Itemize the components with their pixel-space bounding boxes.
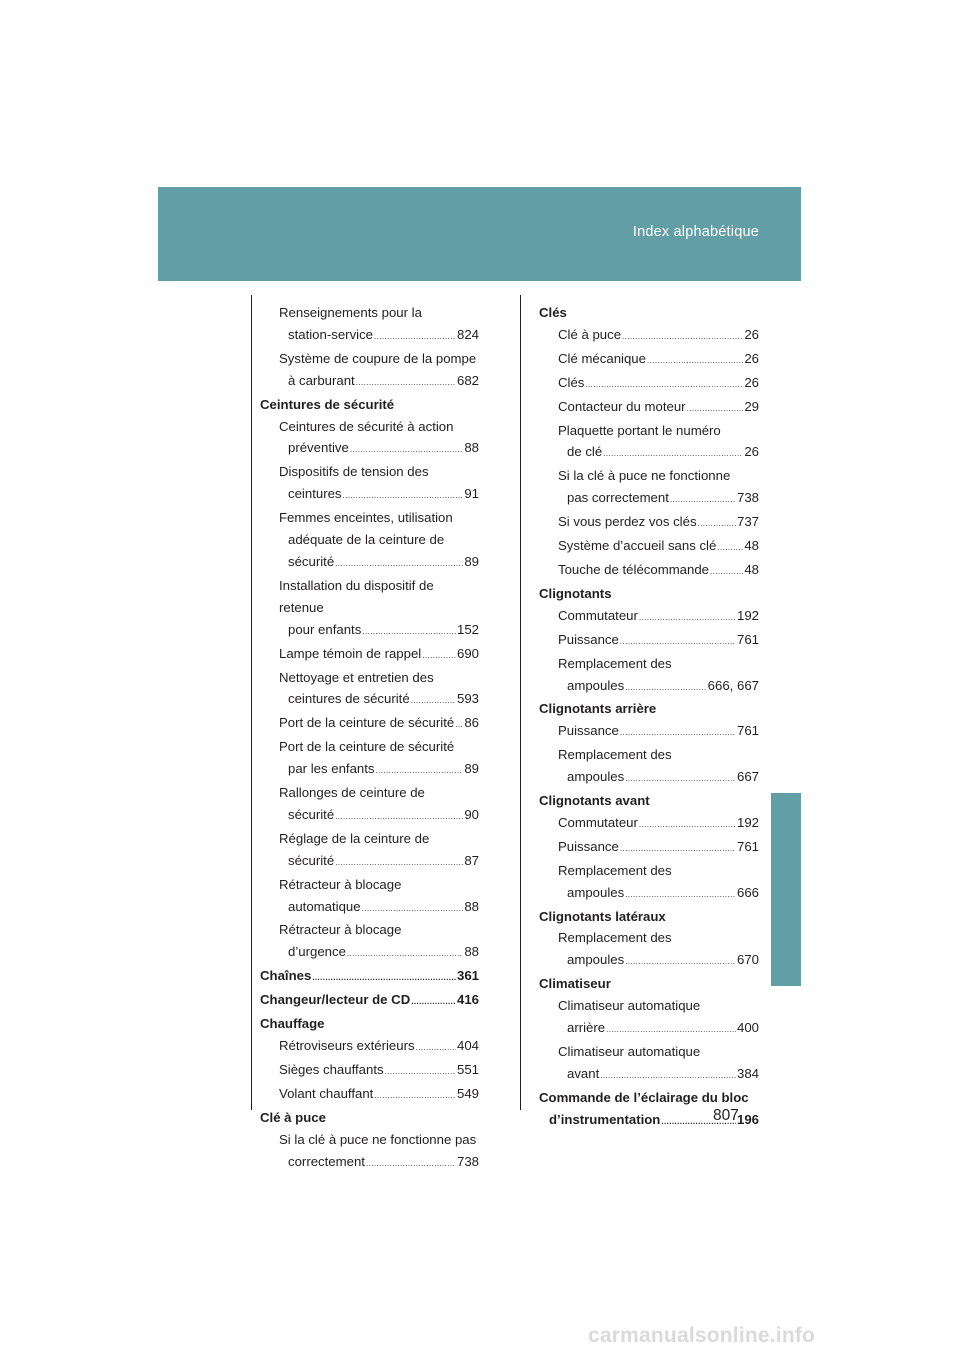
index-entry [539, 348, 759, 372]
index-entry [260, 529, 479, 551]
index-entry [539, 812, 759, 836]
index-entry [260, 324, 479, 348]
index-entry [260, 828, 479, 850]
index-entry-page: 551 [456, 1061, 479, 1077]
index-entry [260, 437, 479, 461]
dot-leader [639, 814, 736, 836]
index-entry-text: Clignotants arrière [539, 701, 657, 717]
dot-leader [374, 1085, 456, 1107]
index-entry [260, 370, 479, 394]
index-entry-text: Système d’accueil sans clé [558, 538, 717, 554]
index-entry-text: Lampe témoin de rappel [279, 645, 422, 661]
dot-leader [312, 967, 456, 989]
index-entry-text: par les enfants [288, 761, 375, 777]
index-entry-text: Puissance [558, 838, 619, 854]
index-entry-text: Renseignements pour la [279, 305, 422, 320]
index-entry-text: ampoules [567, 677, 625, 693]
index-entry [260, 874, 479, 896]
index-entry-text: Chauffage [260, 1016, 325, 1032]
column-divider-middle [520, 295, 521, 1110]
index-entry [260, 461, 479, 483]
index-entry [539, 420, 759, 442]
index-entry-text: ampoules [567, 884, 625, 900]
index-entry-text: Climatiseur automatique [558, 998, 701, 1014]
dot-leader [422, 645, 456, 667]
section-title: Index alphabétique [632, 224, 759, 240]
dot-leader [411, 690, 456, 712]
dot-leader [606, 1019, 736, 1041]
index-entry-text: Femmes enceintes, utilisation [279, 510, 453, 526]
index-entry-text: Clés [558, 374, 585, 390]
index-entry [539, 559, 759, 583]
index-entry-text: Clé à puce [260, 1109, 326, 1125]
column-divider-left [251, 295, 252, 1110]
dot-leader [687, 398, 744, 420]
index-entry-page: 192 [736, 814, 759, 830]
index-entry [260, 551, 479, 575]
index-entry [260, 688, 479, 712]
index-entry [260, 348, 479, 370]
index-entry-page: 90 [464, 806, 479, 822]
index-entry-text: ampoules [567, 769, 625, 785]
index-entry [539, 511, 759, 535]
index-entry [260, 416, 479, 438]
index-entry-text: Rétroviseurs extérieurs [279, 1038, 415, 1053]
dot-leader [620, 722, 736, 744]
index-entry-text: Puissance [558, 631, 619, 647]
index-entry-text: ceintures de sécurité [288, 691, 410, 707]
index-column-left [260, 302, 479, 1174]
dot-leader [374, 326, 456, 348]
index-entry [260, 575, 479, 619]
index-entry-text: Port de la ceinture de sécurité [279, 715, 455, 731]
dot-leader [362, 898, 464, 920]
index-entry-text: pas correctement [567, 490, 669, 506]
dot-leader [622, 326, 743, 348]
index-entry-text: Installation du dispositif de retenue [279, 577, 434, 615]
index-entry-text: Changeur/lecteur de CD [260, 992, 411, 1008]
index-entry [539, 629, 759, 653]
index-entry-text: Si vous perdez vos clés [558, 514, 697, 530]
index-entry-text: Rallonges de ceinture de [279, 785, 425, 801]
dot-leader [347, 943, 463, 965]
index-entry [539, 1041, 759, 1063]
dot-leader [385, 1061, 456, 1083]
index-entry-text: Plaquette portant le numéro [558, 422, 721, 438]
index-entry [260, 896, 479, 920]
index-entry-text: Clé mécanique [558, 350, 646, 366]
index-entry [539, 487, 759, 511]
index-entry [260, 1083, 479, 1107]
index-entry [260, 736, 479, 758]
index-entry [260, 850, 479, 874]
index-entry-page: 737 [736, 514, 759, 530]
dot-leader [455, 714, 463, 736]
index-entry-text: Puissance [558, 723, 619, 739]
index-entry [260, 712, 479, 736]
dot-leader [625, 768, 736, 790]
index-entry [539, 766, 759, 790]
index-entry-text: ceintures [288, 486, 342, 502]
index-entry-text: Si la clé à puce ne fonctionne [558, 468, 731, 484]
dot-leader [620, 838, 736, 860]
index-entry [260, 758, 479, 782]
dot-leader [710, 561, 743, 583]
index-entry [260, 804, 479, 828]
index-entry [260, 1129, 479, 1151]
index-entry-text: Touche de télécommande [558, 561, 710, 577]
index-entry [539, 720, 759, 744]
index-entry-page: 91 [464, 486, 479, 502]
index-entry-text: Commande de l’éclairage du bloc [539, 1089, 749, 1105]
index-entry-text: pour enfants [288, 621, 362, 637]
index-entry-text: Remplacement des [558, 747, 672, 763]
dot-leader [620, 631, 736, 653]
index-entry [539, 396, 759, 420]
index-entry [539, 465, 759, 487]
index-entry [539, 1017, 759, 1041]
index-entry [539, 675, 759, 699]
index-entry-page: 361 [456, 968, 479, 984]
index-entry-text: de clé [567, 444, 603, 460]
index-column-right [539, 302, 759, 1133]
index-entry-page: 26 [744, 374, 759, 390]
index-entry-text: sécurité [288, 852, 335, 868]
dot-leader [362, 621, 456, 643]
index-entry-page: 682 [456, 372, 479, 388]
index-entry-text: Volant chauffant [279, 1085, 374, 1101]
index-entry-text: Remplacement des [558, 862, 672, 878]
dot-leader [350, 439, 463, 461]
dot-leader [585, 374, 743, 396]
dot-leader [647, 350, 743, 372]
dot-leader [411, 991, 456, 1013]
index-entry-text: Climatiseur [539, 976, 611, 992]
index-entry-text: Contacteur du moteur [558, 398, 686, 414]
index-entry-page: 690 [456, 645, 479, 661]
index-entry [539, 1087, 759, 1109]
index-entry [260, 483, 479, 507]
index-entry-page: 666, 667 [707, 677, 759, 693]
index-entry-text: station-service [288, 326, 374, 342]
index-entry-page: 666 [736, 884, 759, 900]
dot-leader [416, 1037, 456, 1059]
index-entry-page: 88 [464, 898, 479, 914]
index-entry [539, 906, 759, 928]
index-entry [260, 619, 479, 643]
index-entry-page: 89 [464, 553, 479, 569]
index-entry-page: 824 [456, 326, 479, 342]
index-entry-text: Réglage de la ceinture de [279, 830, 430, 846]
index-entry-text: Clignotants [539, 585, 612, 601]
index-entry-page: 667 [736, 769, 759, 785]
index-entry-text: arrière [567, 1020, 606, 1036]
index-entry-page: 593 [456, 691, 479, 707]
index-entry-text: d’urgence [288, 944, 346, 960]
index-entry [260, 1035, 479, 1059]
index-entry-text: automatique [288, 898, 361, 914]
index-entry-text: Ceintures de sécurité à action [279, 418, 454, 434]
index-entry-text: Clés [539, 305, 567, 320]
index-entry-text: Climatiseur automatique [558, 1044, 701, 1059]
index-entry-page: 416 [456, 992, 479, 1008]
index-entry-page: 384 [736, 1065, 759, 1081]
index-entry-page: 89 [464, 761, 479, 777]
index-entry [260, 1013, 479, 1035]
index-entry-text: Rétracteur à blocage [279, 922, 402, 938]
dot-leader [625, 951, 736, 973]
index-entry [260, 965, 479, 989]
index-entry-text: préventive [288, 440, 349, 456]
index-entry-text: à carburant [288, 372, 355, 388]
index-entry-page: 87 [464, 852, 479, 868]
index-entry-page: 29 [744, 398, 759, 414]
index-entry [539, 927, 759, 949]
index-entry [539, 302, 759, 324]
index-entry-text: Nettoyage et entretien des [279, 669, 434, 685]
index-entry [539, 698, 759, 720]
index-entry-page: 738 [456, 1153, 479, 1169]
index-entry-page: 404 [456, 1038, 479, 1053]
index-entry-page: 48 [744, 561, 759, 577]
dot-leader [343, 485, 464, 507]
dot-leader [356, 372, 456, 394]
index-entry-page: 48 [744, 538, 759, 554]
dot-leader [698, 513, 736, 535]
index-entry-text: avant [567, 1065, 600, 1081]
index-entry [539, 949, 759, 973]
index-entry [539, 441, 759, 465]
index-entry [539, 860, 759, 882]
index-entry [260, 1151, 479, 1175]
dot-leader [335, 852, 463, 874]
index-entry-text: Si la clé à puce ne fonctionne pas [279, 1131, 477, 1147]
index-entry [260, 1107, 479, 1129]
index-entry-page: 88 [464, 440, 479, 456]
dot-leader [600, 1065, 736, 1087]
index-entry [539, 973, 759, 995]
index-entry [539, 583, 759, 605]
index-entry-text: Commutateur [558, 814, 638, 830]
index-entry-text: Ceintures de sécurité [260, 396, 395, 412]
dot-leader [625, 884, 736, 906]
index-entry-text: Port de la ceinture de sécurité [279, 739, 455, 755]
index-entry-text: Système de coupure de la pompe [279, 350, 477, 366]
index-entry [539, 605, 759, 629]
index-entry [260, 507, 479, 529]
index-entry-page: 400 [736, 1020, 759, 1036]
index-entry-text: correctement [288, 1153, 365, 1169]
index-entry-page: 88 [464, 944, 479, 960]
index-entry-page: 26 [744, 350, 759, 366]
index-entry-text: Sièges chauffants [279, 1061, 384, 1077]
dot-leader [603, 443, 743, 465]
index-entry-text: Dispositifs de tension des [279, 464, 429, 480]
dot-leader [376, 760, 464, 782]
index-entry [539, 1063, 759, 1087]
dot-leader [335, 553, 463, 575]
index-entry [260, 941, 479, 965]
index-entry-page: 26 [744, 444, 759, 460]
index-entry-page: 86 [464, 715, 479, 731]
index-entry-text: Remplacement des [558, 655, 672, 671]
dot-leader [335, 806, 463, 828]
index-entry-text: Clignotants latéraux [539, 908, 666, 924]
index-entry-text: Chaînes [260, 968, 312, 984]
index-entry [260, 782, 479, 804]
index-entry [260, 989, 479, 1013]
index-entry [260, 302, 479, 324]
index-entry-text: Clé à puce [558, 326, 622, 342]
index-entry-text: Clignotants avant [539, 793, 650, 809]
index-entry [539, 790, 759, 812]
index-entry-text: adéquate de la ceinture de [288, 532, 445, 548]
index-entry-text: sécurité [288, 553, 335, 569]
index-entry-text: ampoules [567, 952, 625, 968]
index-entry-page: 152 [456, 621, 479, 637]
index-entry [260, 667, 479, 689]
section-header-band [158, 187, 801, 281]
index-entry-text: Commutateur [558, 607, 638, 623]
index-entry [260, 394, 479, 416]
index-entry [260, 919, 479, 941]
index-entry [539, 372, 759, 396]
index-entry-text: Remplacement des [558, 930, 672, 946]
index-entry-text: sécurité [288, 806, 335, 822]
index-entry [539, 995, 759, 1017]
page-number: 807 [713, 1107, 739, 1124]
index-entry [539, 653, 759, 675]
dot-leader [670, 489, 736, 511]
index-entry-page: 549 [456, 1085, 479, 1101]
index-entry-page: 738 [736, 490, 759, 506]
index-entry-text: Rétracteur à blocage [279, 876, 402, 892]
index-entry-page: 26 [744, 326, 759, 342]
index-entry [539, 535, 759, 559]
index-entry [539, 744, 759, 766]
index-entry-page: 761 [736, 838, 759, 854]
side-thumb-tab [771, 793, 801, 986]
watermark: carmanualsonline.info [588, 1324, 816, 1347]
index-entry [260, 643, 479, 667]
dot-leader [625, 677, 706, 699]
index-entry [539, 324, 759, 348]
index-entry [539, 882, 759, 906]
index-entry [260, 1059, 479, 1083]
index-entry-page: 761 [736, 723, 759, 739]
dot-leader [717, 537, 743, 559]
index-entry-page: 670 [736, 952, 759, 968]
index-entry [539, 836, 759, 860]
index-entry-text: d’instrumentation [549, 1111, 661, 1127]
index-entry-page: 196 [736, 1111, 759, 1127]
dot-leader [639, 607, 736, 629]
index-entry-page: 192 [736, 607, 759, 623]
dot-leader [366, 1153, 456, 1175]
index-entry-page: 761 [736, 631, 759, 647]
